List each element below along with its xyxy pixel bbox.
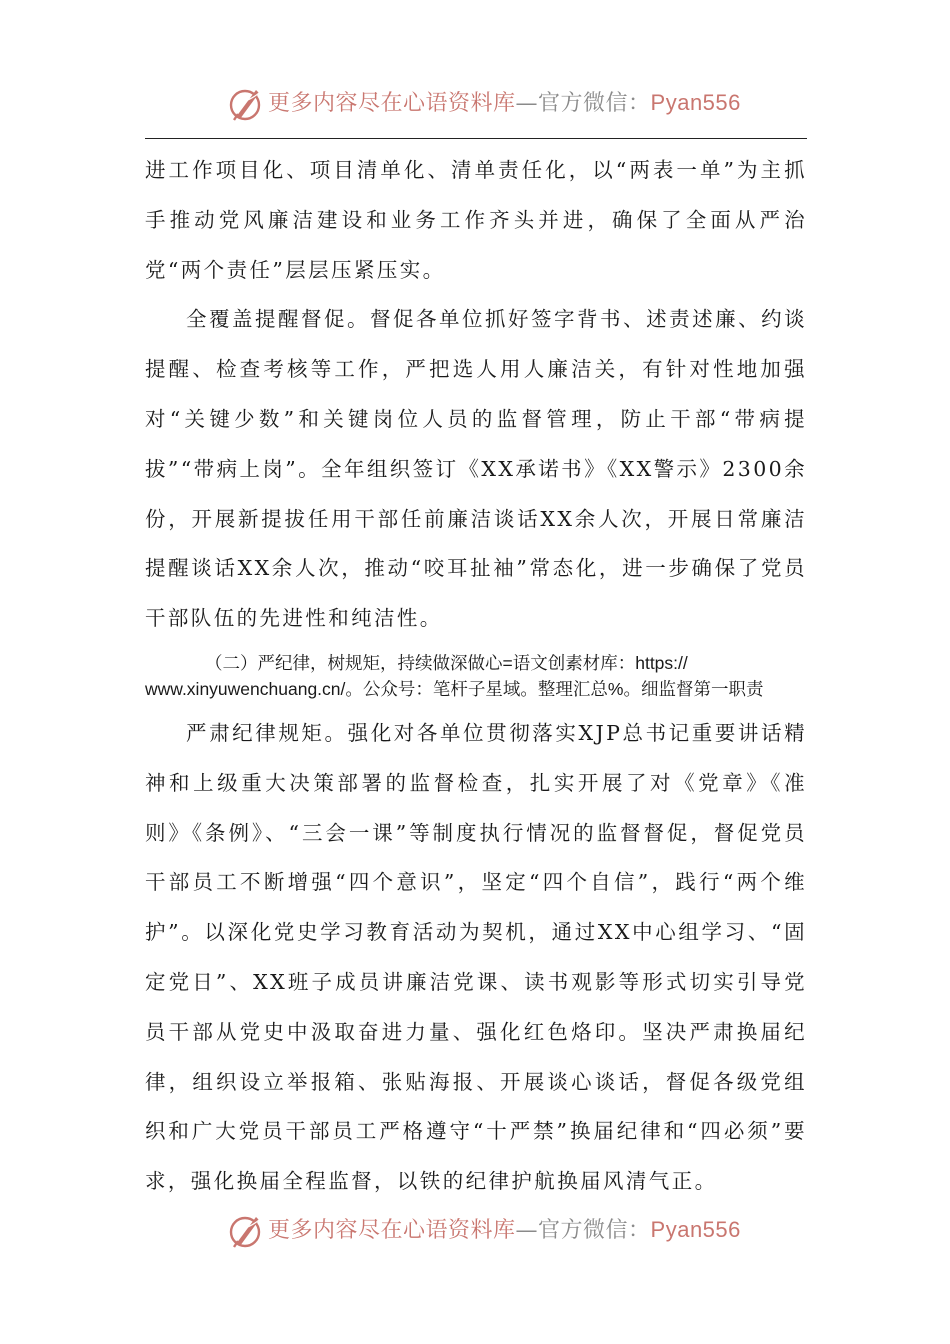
header-divider [145,138,807,139]
paragraph-reminder-supervision: 全覆盖提醒督促。督促各单位抓好签字背书、述责述廉、约谈提醒、检查考核等工作，严把选人用人廉洁关，有针对性地加强对“关键少数”和关键岗位人员的监督管理，防止干部“带病提拔”“带病上岗”。全年组织签订《XX承诺书》《XX警示》2300余份，开展新提拔任用干部任前廉洁谈话XX余人次，开展日常廉洁提醒谈话XX余人次，推动“咬耳扯袖”常态化，进一步确保了党员干部队伍的先进性和纯洁性。 [145,307,807,631]
banner-wechat-id: Pyan556 [650,1217,741,1242]
document-body [145,146,807,1207]
header-banner [0,78,950,128]
header-banner-text [268,88,741,119]
paragraph-discipline-rules: 严肃纪律规矩。强化对各单位贯彻落实XJP总书记重要讲话精神和上级重大决策部署的监督检查，扎实开展了对《党章》《准则》《条例》、“三会一课”等制度执行情况的监督督促，督促党员干部员工不断增强“四个意识”，坚定“四个自信”，践行“两个维护”。以深化党史学习教育活动为契机，通过XX中心组学习、“固定党日”、XX班子成员讲廉洁党课、读书观影等形式切实引导党员干部从党史中汲取奋进力量、强化红色烙印。坚决严肃换届纪律，组织设立举报箱、张贴海报、开展谈心谈话，督促各级党组织和广大党员干部员工严格遵守“十严禁”换届纪律和“四必须”要求，强化换届全程监督，以铁的纪律护航换届风清气正。 [145,720,807,1194]
paragraph-continuation: 进工作项目化、项目清单化、清单责任化，以“两表一单”为主抓手推动党风廉洁建设和业务工作齐头并进，确保了全面从严治党“两个责任”层层压紧压实。 [145,158,807,282]
banner-main-text: 更多内容尽在心语资料库 [268,91,516,116]
section-heading-line-1: （二）严纪律，树规矩，持续做深做心=语文创素材库：https:// [205,652,688,673]
banner-main-text: 更多内容尽在心语资料库 [268,1218,516,1243]
footer-banner-text [268,1215,741,1246]
quill-logo-icon [226,84,266,124]
banner-sub-text: —官方微信： [515,1218,651,1243]
footer-banner [0,1205,950,1255]
banner-sub-text: —官方微信： [515,91,651,116]
banner-wechat-id: Pyan556 [650,90,741,115]
section-heading-line-2: www.xinyuwenchuang.cn/。公众号：笔杆子星域。整理汇总%。细监督第一职责 [145,678,764,699]
quill-logo-icon [226,1211,266,1251]
section-heading [145,650,807,702]
